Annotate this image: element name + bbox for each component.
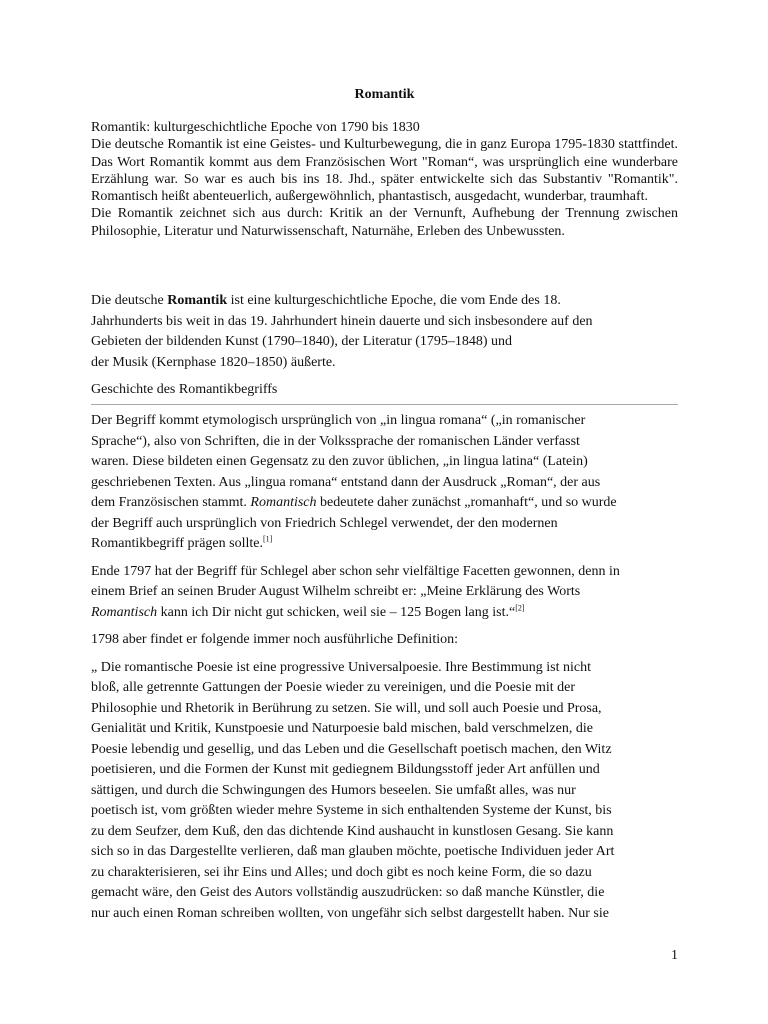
text-run: kann ich Dir nicht gut schicken, weil sie – 125 Bogen lang ist.“: [157, 604, 516, 620]
italic-term: Romantisch: [91, 604, 158, 620]
text-line: [91, 534, 678, 555]
history-paragraph-2: [91, 562, 678, 624]
lead-bold-term: Romantik: [167, 293, 228, 308]
quote-line: gemacht wäre, den Geist des Autors vollständig auszudrücken: so daß manche Künstler, die: [91, 885, 605, 900]
text-line: Ende 1797 hat der Begriff für Schlegel aber schon sehr vielfältige Facetten gewonnen, denn in: [91, 563, 620, 579]
footnote-ref-1[interactable]: [1]: [262, 534, 273, 544]
lead-line-1: [91, 291, 678, 312]
lead-text: ist eine kulturgeschichtliche Epoche, die vom Ende des 18.: [227, 293, 561, 308]
quote-line: Philosophie und Rhetorik in Berührung zu setzen. Sie will, und soll auch Poesie und Prosa,: [91, 700, 602, 716]
lead-text: Die deutsche: [91, 293, 168, 308]
text-line: [91, 603, 678, 624]
text-line: Der Begriff kommt etymologisch ursprünglich von „in lingua romana“ („in romanischer: [91, 413, 586, 428]
lead-line-4: der Musik (Kernphase 1820–1850) äußerte.: [91, 354, 336, 370]
text-run: Romantikbegriff prägen sollte.: [91, 536, 263, 551]
quote-line: poetisieren, und die Formen der Kunst mit gediegnem Bildungsstoff jeder Art anfüllen und: [91, 762, 600, 777]
quote-block: [91, 658, 678, 925]
quote-line: Poesie lebendig und gesellig, und das Leben und die Gesellschaft poetisch machen, den Witz: [91, 741, 612, 757]
intro-definition: Romantik: kulturgeschichtliche Epoche von 1790 bis 1830: [91, 120, 420, 135]
footnote-ref-2[interactable]: [2]: [515, 602, 525, 612]
text-line: einem Brief an seinen Bruder August Wilhelm schreibt er: „Meine Erklärung des Worts: [91, 584, 581, 599]
text-line: [91, 493, 678, 514]
text-line: geschriebenen Texten. Aus „lingua romana“ entstand dann der Ausdruck „Roman“, der aus: [91, 474, 601, 490]
text-run: dem Französischen stammt.: [91, 495, 251, 510]
lead-line-2: Jahrhunderts bis weit in das 19. Jahrhundert hinein dauerte und sich insbesondere auf den: [91, 313, 593, 329]
quote-line: sich so in das Dargestellte verlieren, daß man glauben möchte, poetische Individuen jeder Art: [91, 844, 615, 859]
history-paragraph-1: [91, 411, 678, 555]
intro-paragraph-1: Die deutsche Romantik ist eine Geistes- und Kulturbewegung, die in ganz Europa 1795-1830 stattfindet. Das Wort Romantik kommt aus dem Französischen Wort "Roman“, was ursprünglich eine wunderbare Erzählung war. So war es auch bis ins 18. Jhd., später entwickelte sich das Substantiv "Romantik". Romantisch heißt abenteuerlich, außergewöhnlich, phantastisch, ausgedacht, wunderbar, traumhaft.: [91, 137, 678, 205]
quote-line: „ Die romantische Poesie ist eine progressive Universalpoesie. Ihre Bestimmung ist nicht: [91, 659, 591, 675]
text-line: waren. Diese bildeten einen Gegensatz zu den zuvor üblichen, „in lingua latina“ (Latein): [91, 454, 588, 469]
quote-line: zu charakterisieren, sei ihr Eins und Alles; und doch gibt es noch keine Form, die so dazu: [91, 864, 592, 880]
article-body: [91, 291, 678, 931]
history-paragraph-3: 1798 aber findet er folgende immer noch ausführliche Definition:: [91, 632, 458, 647]
italic-term: Romantisch: [250, 495, 317, 510]
text-line: Sprache“), also von Schriften, die in der Volkssprache der romanischen Länder verfasst: [91, 433, 580, 449]
document-page: [91, 0, 678, 1024]
quote-line: bloß, alle getrennte Gattungen der Poesie wieder zu vereinigen, und die Poesie mit der: [91, 680, 576, 695]
text-run: bedeutete daher zunächst „romanhaft“, und so wurde: [316, 495, 617, 510]
quote-line: nur auch einen Roman schreiben wollten, von ungefähr sich selbst dargestellt haben. Nur sie: [91, 905, 609, 921]
intro-paragraph-2: Die Romantik zeichnet sich aus durch: Kritik an der Vernunft, Aufhebung der Trennung zwischen Philosophie, Literatur und Naturwissenschaft, Naturnähe, Erleben des Unbewussten.: [91, 206, 678, 239]
quote-line: sättigen, und durch die Schwingungen des Humors beseelen. Sie umfaßt alles, was nur: [91, 782, 576, 798]
intro-block: [91, 119, 678, 240]
section-heading: Geschichte des Romantikbegriffs: [91, 380, 678, 405]
page-title: Romantik: [354, 87, 415, 102]
lead-line-3: Gebieten der bildenden Kunst (1790–1840), der Literatur (1795–1848) und: [91, 334, 513, 349]
page-number: 1: [671, 948, 678, 963]
quote-line: poetisch ist, vom größten wieder mehre Systeme in sich enthaltenden Systeme der Kunst, bis: [91, 803, 612, 818]
text-line: der Begriff auch ursprünglich von Friedrich Schlegel verwendet, der den modernen: [91, 515, 558, 531]
lead-paragraph: [91, 291, 678, 373]
quote-line: Genialität und Kritik, Kunstpoesie und Naturpoesie bald mischen, bald verschmelzen, die: [91, 721, 593, 736]
quote-line: zu dem Seufzer, dem Kuß, den das dichtende Kind aushaucht in kunstlosen Gesang. Sie kann: [91, 823, 614, 839]
